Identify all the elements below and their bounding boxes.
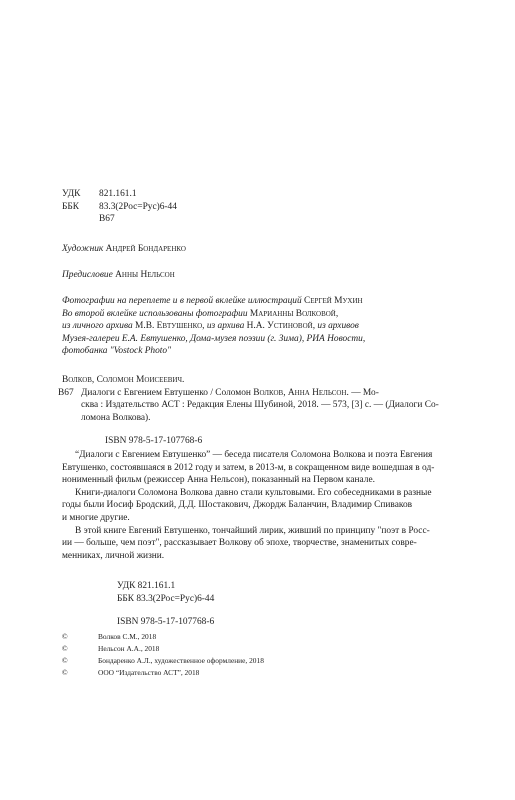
- annotation-line-3: нонименный фильм (режиссер Анна Нельсон), показанный на Первом канале.: [62, 475, 375, 486]
- catalog-line-1-a: Диалоги с Евгением Евтушенко / Соломон: [81, 387, 251, 398]
- photo-line-5: фотобанка "Vostock Photo": [62, 346, 172, 357]
- catalog-line-1-b: Волков, Анна Нельсон.: [253, 387, 349, 398]
- copyright-symbol: ©: [62, 644, 68, 653]
- copyright-line: [62, 644, 159, 653]
- bbk-value: 83.3(2Рос=Рус)6-44: [99, 201, 177, 212]
- photo-line-4: Музея-галереи Е.А. Евтушенко, Дома-музея поэзии (г. Зима), РИА Новости,: [62, 333, 366, 344]
- photo-line-3-name-a: М.В. Евтушенко,: [135, 321, 205, 332]
- top-index-block: [62, 188, 177, 226]
- artist-credit: [62, 243, 186, 256]
- copyright-symbol: ©: [62, 632, 68, 641]
- photo-line-3-name-b: Н.А. Устиновой,: [246, 321, 316, 332]
- copyright-symbol: ©: [62, 668, 68, 677]
- copyright-line: [62, 632, 156, 641]
- copyright-text: Волков С.М., 2018: [98, 632, 157, 641]
- bbk-label: ББК: [62, 201, 80, 212]
- catalog-mark: В67: [58, 387, 74, 398]
- photo-line-3-text-a: из личного архива: [62, 321, 133, 332]
- udk-value: 821.161.1: [99, 189, 137, 199]
- bottom-index: [117, 580, 214, 629]
- catalog-line-1: [62, 387, 456, 400]
- author-mark-row: [62, 213, 177, 226]
- copyright-text: Нельсон А.А., 2018: [98, 644, 160, 653]
- annotation-line-1: “Диалоги с Евгением Евтушенко” — беседа писателя Соломона Волкова и поэта Евгения: [75, 450, 433, 460]
- photo-line-2-text: Во второй вклейке использованы фотографии: [62, 308, 248, 319]
- annotation: [62, 449, 456, 562]
- artist-role: Художник: [62, 244, 104, 254]
- copyright-symbol: ©: [62, 656, 68, 665]
- catalog-isbn: ISBN 978-5-17-107768-6: [105, 436, 203, 447]
- author-mark: В67: [99, 214, 115, 225]
- photo-line-2: [62, 308, 454, 321]
- photo-line-3-text-c: из архивов: [317, 321, 359, 332]
- photo-line-1: [62, 295, 454, 308]
- annotation-line-8: ии — больше, чем поэт", рассказывает Волкову об эпохе, творчестве, знаменитых совре-: [62, 538, 417, 549]
- photo-line-1-name: Сергей Мухин: [303, 296, 363, 306]
- foreword-name: Анны Нельсон: [115, 270, 175, 280]
- annotation-line-5: годы были Иосиф Бродский, Д.Д. Шостакович, Джордж Баланчин, Владимир Спиваков: [62, 500, 413, 511]
- bbk-row: [62, 201, 177, 214]
- photo-line-2-name: Марианны Волковой,: [249, 308, 339, 319]
- copyright-line: [62, 668, 199, 677]
- photo-line-3: [62, 320, 454, 333]
- artist-name: Андрей Бондаренко: [105, 244, 186, 254]
- bottom-udk: УДК 821.161.1: [117, 581, 176, 591]
- foreword-role: Предисловие: [62, 270, 113, 280]
- udk-row: [62, 188, 177, 201]
- catalog-line-1-c: — Мо-: [351, 387, 379, 398]
- catalog-line-3: ломона Волкова).: [81, 412, 151, 423]
- bottom-isbn: ISBN 978-5-17-107768-6: [117, 617, 215, 628]
- photo-credits: [62, 295, 454, 358]
- udk-label: УДК: [62, 189, 81, 199]
- photo-line-3-text-b: из архива: [206, 321, 245, 332]
- annotation-line-7: В этой книге Евгений Евтушенко, тончайший лирик, живший по принципу "поэт в Росс-: [75, 525, 430, 536]
- annotation-line-9: менниках, личной жизни.: [62, 550, 165, 561]
- catalog-line-2: сква : Издательство АСТ : Редакция Елены Шубиной, 2018. — 573, [3] с. — (Диалоги Со-: [81, 400, 439, 411]
- annotation-line-4: Книги-диалоги Соломона Волкова давно стали культовыми. Его собеседниками в разные: [75, 487, 432, 498]
- catalog-entry: [58, 374, 456, 448]
- foreword-credit: [62, 269, 175, 282]
- copyright-text: Бондаренко А.Л., художественное оформление, 2018: [98, 656, 264, 665]
- catalog-description: [58, 387, 456, 425]
- catalog-author-heading: Волков, Соломон Моисеевич.: [62, 375, 185, 385]
- annotation-line-6: и многие другие.: [62, 512, 130, 523]
- copyright-text: ООО “Издательство АСТ”, 2018: [98, 668, 200, 677]
- annotation-line-2: Евтушенко, состоявшаяся в 2012 году и затем, в 2013-м, в сокращенном виде вошедшая в од-: [62, 462, 435, 473]
- bottom-bbk: ББК 83.3(2Рос=Рус)6-44: [117, 593, 215, 604]
- photo-line-1-text: Фотографии на переплете и в первой вклейке иллюстраций: [62, 296, 302, 306]
- copyright-line: [62, 656, 264, 665]
